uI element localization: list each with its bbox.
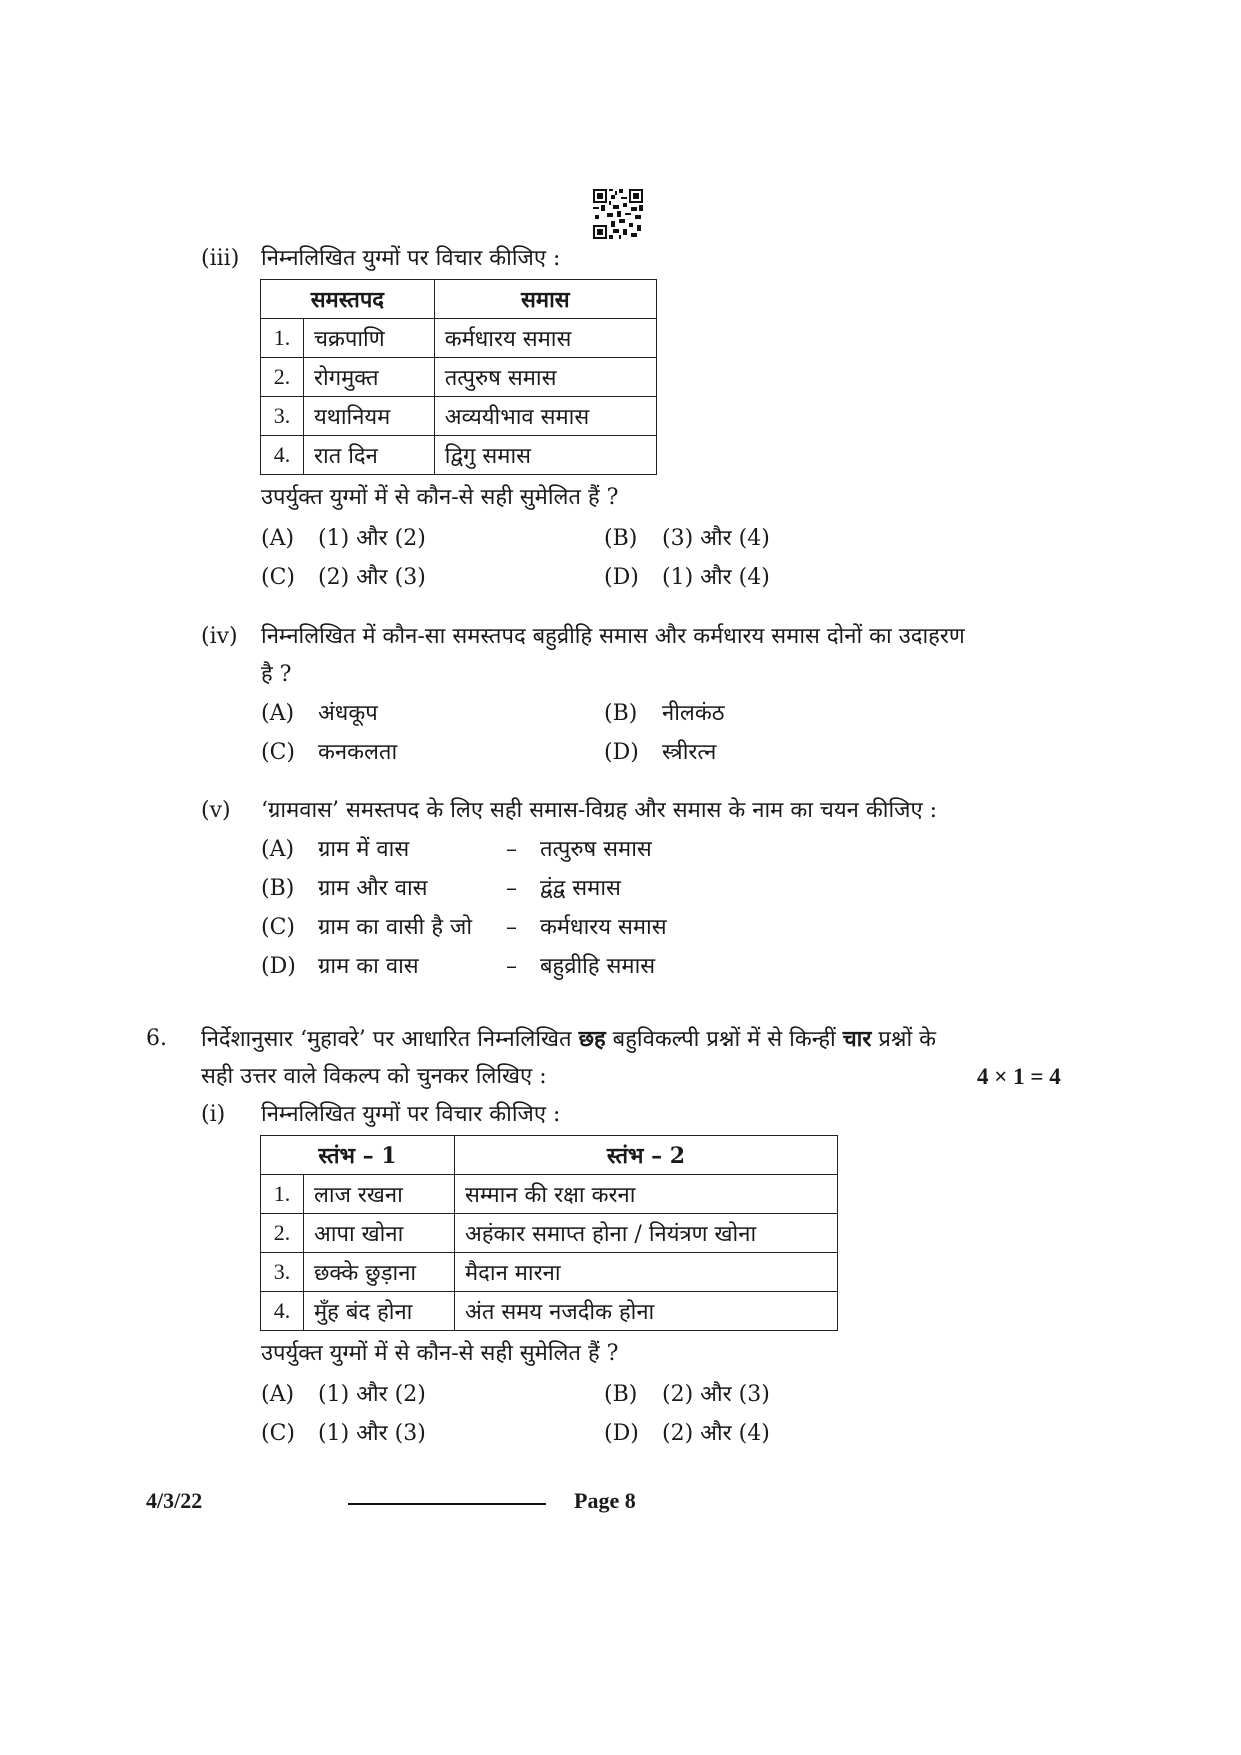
- option-text: ग्राम और वास: [318, 876, 428, 901]
- option-text: (1) और (4): [662, 565, 770, 590]
- table-cell: यथानियम: [304, 397, 435, 436]
- question-intro-continued: सही उत्तर वाले विकल्प को चुनकर लिखिए :: [201, 1064, 547, 1089]
- table-row: [261, 319, 657, 358]
- table-cell: अंत समय नजदीक होना: [455, 1292, 838, 1331]
- row-number: 1.: [261, 319, 304, 358]
- table-cell: मैदान मारना: [455, 1253, 838, 1292]
- table-cell: सम्मान की रक्षा करना: [455, 1175, 838, 1214]
- table-row: [261, 1253, 838, 1292]
- qr-code-icon: [593, 189, 643, 239]
- table-cell: अव्ययीभाव समास: [434, 397, 656, 436]
- table-cell: रोगमुक्त: [304, 358, 435, 397]
- table-cell: आपा खोना: [304, 1214, 455, 1253]
- intro-text: प्रश्नों के: [871, 1027, 937, 1052]
- option-label: (B): [604, 1382, 638, 1407]
- row-number: 1.: [261, 1175, 304, 1214]
- option-text: (1) और (3): [318, 1421, 426, 1446]
- option-dash: –: [506, 876, 517, 901]
- marks: 4 × 1 = 4: [977, 1064, 1061, 1089]
- row-number: 3.: [261, 397, 304, 436]
- option-label: (C): [261, 740, 295, 765]
- question-text: उपर्युक्त युग्मों में से कौन-से सही सुमेलित हैं ?: [261, 1341, 619, 1366]
- table-row: [261, 397, 657, 436]
- matching-table-idioms: [260, 1135, 838, 1331]
- option-label: (A): [261, 701, 295, 726]
- question-prompt: निम्नलिखित युग्मों पर विचार कीजिए :: [261, 246, 561, 271]
- option-label: (D): [604, 1421, 639, 1446]
- table-cell: तत्पुरुष समास: [434, 358, 656, 397]
- option-label: (B): [604, 701, 638, 726]
- option-text: अंधकूप: [318, 701, 378, 726]
- option-label: (D): [604, 740, 639, 765]
- option-label: (C): [261, 565, 295, 590]
- row-number: 2.: [261, 1214, 304, 1253]
- table-cell: रात दिन: [304, 436, 435, 475]
- option-label: (B): [604, 526, 638, 551]
- intro-bold-four: चार: [842, 1026, 872, 1052]
- table-header: स्तंभ – 2: [455, 1136, 838, 1175]
- row-number: 2.: [261, 358, 304, 397]
- question-prompt: ‘ग्रामवास’ समस्तपद के लिए सही समास-विग्रह और समास के नाम का चयन कीजिए :: [261, 798, 938, 823]
- paper-code: 4/3/22: [146, 1488, 203, 1513]
- question-text: उपर्युक्त युग्मों में से कौन-से सही सुमेलित हैं ?: [261, 485, 619, 510]
- option-label: (A): [261, 526, 295, 551]
- option-label: (C): [261, 915, 295, 940]
- option-text: (3) और (4): [662, 526, 770, 551]
- table-row: [261, 1292, 838, 1331]
- option-text: (2) और (3): [318, 565, 426, 590]
- table-cell: द्विगु समास: [434, 436, 656, 475]
- option-text: स्त्रीरत्न: [662, 740, 717, 765]
- question-prompt-continued: है ?: [261, 662, 292, 687]
- option-label: (D): [604, 565, 639, 590]
- option-samas-name: बहुव्रीहि समास: [540, 954, 656, 979]
- table-row: [261, 358, 657, 397]
- table-header: स्तंभ – 1: [261, 1136, 455, 1175]
- footer-divider: [348, 1503, 546, 1505]
- question-prompt: निम्नलिखित में कौन-सा समस्तपद बहुव्रीहि समास और कर्मधारय समास दोनों का उदाहरण: [261, 624, 965, 649]
- option-label: (B): [261, 876, 295, 901]
- question-number: (iii): [201, 246, 240, 271]
- option-dash: –: [506, 954, 517, 979]
- option-text: (2) और (4): [662, 1421, 770, 1446]
- row-number: 3.: [261, 1253, 304, 1292]
- table-cell: लाज रखना: [304, 1175, 455, 1214]
- option-label: (D): [261, 954, 296, 979]
- option-text: कनकलता: [318, 740, 398, 765]
- option-text: (1) और (2): [318, 1382, 426, 1407]
- intro-bold-six: छह: [578, 1026, 606, 1052]
- option-text: (2) और (3): [662, 1382, 770, 1407]
- question-number: (iv): [201, 624, 238, 649]
- table-row: [261, 1214, 838, 1253]
- option-samas-name: कर्मधारय समास: [540, 915, 667, 940]
- option-label: (C): [261, 1421, 295, 1446]
- matching-table-samas: [260, 279, 657, 475]
- option-label: (A): [261, 1382, 295, 1407]
- table-cell: मुँह बंद होना: [304, 1292, 455, 1331]
- option-text: ग्राम में वास: [318, 837, 410, 862]
- option-label: (A): [261, 837, 295, 862]
- option-samas-name: तत्पुरुष समास: [540, 837, 652, 862]
- intro-text: बहुविकल्पी प्रश्नों में से किन्हीं: [605, 1027, 843, 1052]
- option-text: नीलकंठ: [662, 701, 725, 726]
- table-row: [261, 1175, 838, 1214]
- table-row: [261, 436, 657, 475]
- option-dash: –: [506, 915, 517, 940]
- option-samas-name: द्वंद्व समास: [540, 876, 621, 901]
- table-header: समास: [434, 280, 656, 319]
- option-text: ग्राम का वास: [318, 954, 419, 979]
- question-prompt: निम्नलिखित युग्मों पर विचार कीजिए :: [261, 1102, 561, 1127]
- option-text: ग्राम का वासी है जो: [318, 915, 473, 940]
- table-cell: कर्मधारय समास: [434, 319, 656, 358]
- table-cell: अहंकार समाप्त होना / नियंत्रण खोना: [455, 1214, 838, 1253]
- row-number: 4.: [261, 1292, 304, 1331]
- table-cell: छक्के छुड़ाना: [304, 1253, 455, 1292]
- intro-text: निर्देशानुसार ‘मुहावरे’ पर आधारित निम्नलिखित: [201, 1027, 579, 1052]
- question-number: (i): [201, 1102, 226, 1127]
- question-number: 6.: [146, 1026, 167, 1051]
- page-number: Page 8: [574, 1488, 636, 1513]
- option-text: (1) और (2): [318, 526, 426, 551]
- table-header: समस्तपद: [261, 280, 435, 319]
- row-number: 4.: [261, 436, 304, 475]
- table-cell: चक्रपाणि: [304, 319, 435, 358]
- question-number: (v): [201, 798, 231, 823]
- question-intro: [201, 1024, 936, 1055]
- option-dash: –: [506, 837, 517, 862]
